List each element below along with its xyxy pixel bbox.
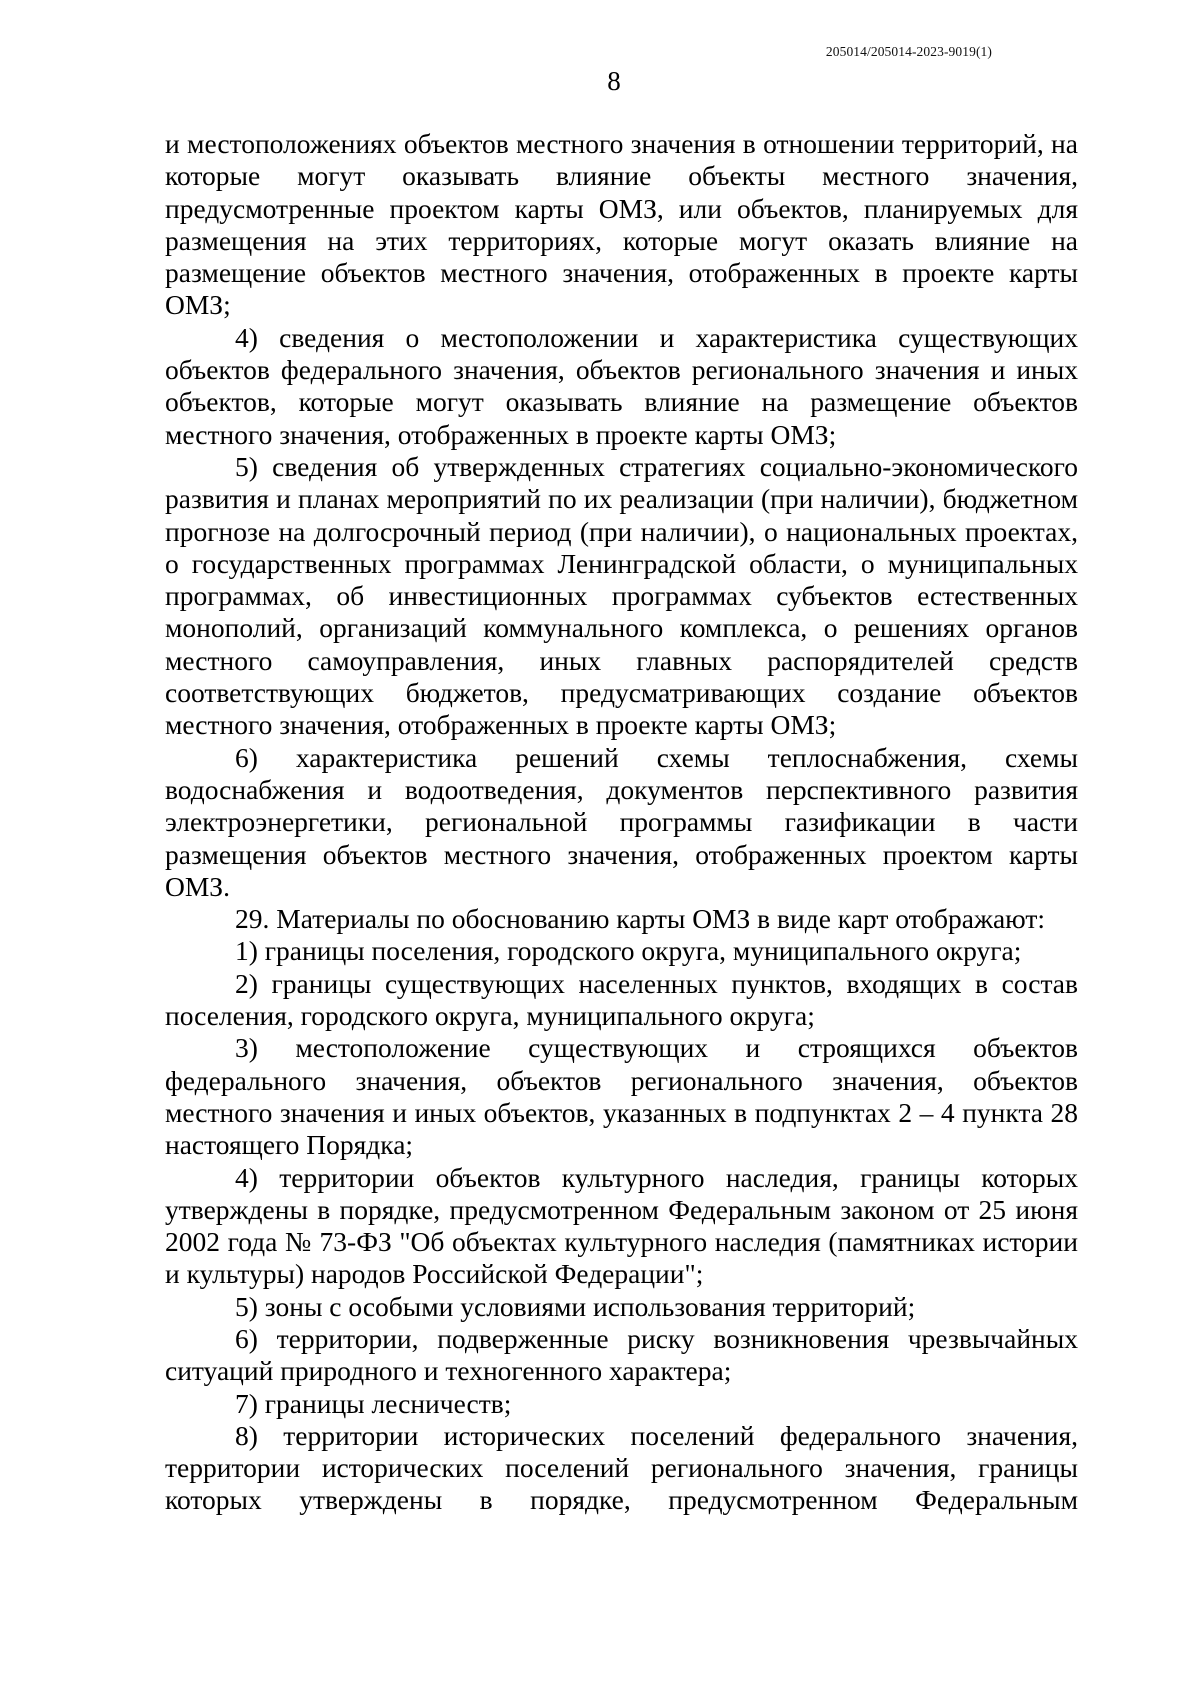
paragraph-29-item-4: 4) территории объектов культурного наследия, границы которых утверждены в порядке, предусмотренном Федеральным законом от 25 июня 2002 года № 73-ФЗ "Об объектах культурного наследия (памятниках истории и культуры) народов Российской Федерации";: [165, 1161, 1078, 1290]
paragraph-29-item-8: 8) территории исторических поселений федерального значения, территории исторических поселений регионального значения, границы которых утверждены в порядке, предусмотренном Федеральным: [165, 1419, 1078, 1516]
paragraph-item-4: 4) сведения о местоположении и характеристика существующих объектов федерального значения, объектов регионального значения и иных объектов, которые могут оказывать влияние на размещение объектов местного значения, отображенных в проекте карты ОМЗ;: [165, 321, 1078, 450]
paragraph-section-29: 29. Материалы по обоснованию карты ОМЗ в виде карт отображают:: [235, 903, 1046, 935]
paragraph-item-5: 5) сведения об утвержденных стратегиях социально-экономического развития и планах мероприятий по их реализации (при наличии), бюджетном прогнозе на долгосрочный период (при наличии), о национальных проектах, о государственных программах Ленинградской области, о муниципальных программах, об инвестиционных программах субъектов естественных монополий, организаций коммунального комплекса, о решениях органов местного самоуправления, иных главных распорядителей средств соответствующих бюджетов, предусматривающих создание объектов местного значения, отображенных в проекте карты ОМЗ;: [165, 450, 1078, 741]
paragraph-29-item-2: 2) границы существующих населенных пунктов, входящих в состав поселения, городского округа, муниципального округа;: [165, 967, 1078, 1032]
paragraph-29-item-7: 7) границы лесничеств;: [235, 1387, 512, 1419]
paragraph-continuation: и местоположениях объектов местного значения в отношении территорий, на которые могут оказывать влияние объекты местного значения, предусмотренные проектом карты ОМЗ, или объектов, планируемых для размещения на этих территориях, которые могут оказать влияние на размещение объектов местного значения, отображенных в проекте карты ОМЗ;: [165, 128, 1078, 321]
document-body: [165, 128, 1078, 1517]
page-number: 8: [607, 66, 621, 96]
paragraph-29-item-6: 6) территории, подверженные риску возникновения чрезвычайных ситуаций природного и техногенного характера;: [165, 1322, 1078, 1387]
paragraph-29-item-1: 1) границы поселения, городского округа, муниципального округа;: [235, 935, 1022, 967]
paragraph-29-item-3: 3) местоположение существующих и строящихся объектов федерального значения, объектов регионального значения, объектов местного значения и иных объектов, указанных в подпунктах 2 – 4 пункта 28 настоящего Порядка;: [165, 1032, 1078, 1161]
paragraph-29-item-5: 5) зоны с особыми условиями использования территорий;: [235, 1290, 916, 1322]
document-code: 205014/205014-2023-9019(1): [825, 44, 992, 59]
paragraph-item-6: 6) характеристика решений схемы теплоснабжения, схемы водоснабжения и водоотведения, документов перспективного развития электроэнергетики, региональной программы газификации в части размещения объектов местного значения, отображенных проектом карты ОМЗ.: [165, 741, 1078, 902]
